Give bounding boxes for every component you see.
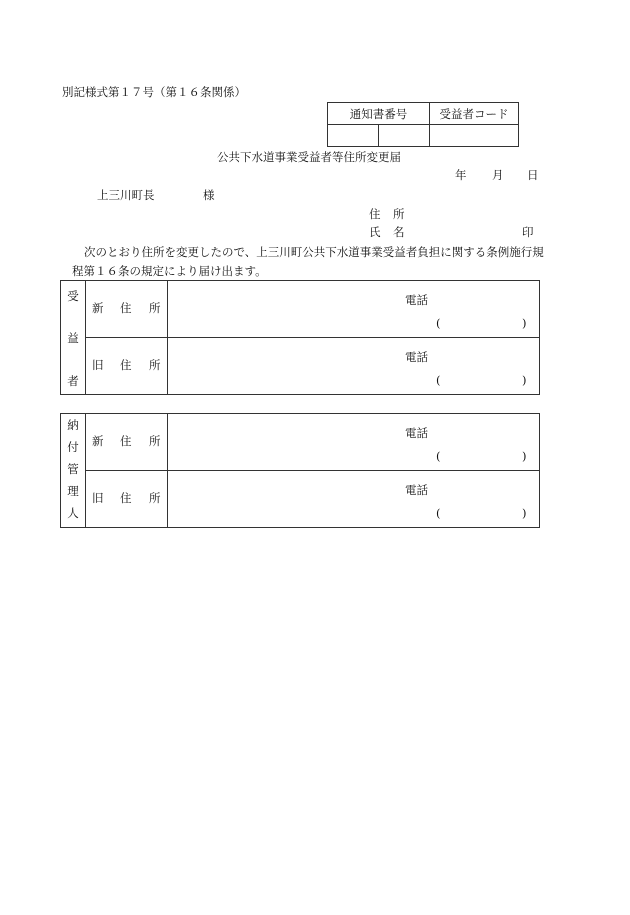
phone-paren-close: ) [522,506,527,520]
applicant-address-label-1: 住 [369,207,381,221]
phone-paren-close: ) [522,373,527,387]
phone-label: 電話 [405,350,428,364]
label-char: 住 [120,301,132,315]
phone-label: 電話 [405,483,428,497]
notice-number-cell-1[interactable] [328,125,379,147]
new-address-label [85,281,168,338]
date-day: 日 [527,168,539,182]
label-char: 旧 [92,491,104,505]
addressee-name: 上三川町長 [97,188,155,202]
seal-mark: 印 [522,225,534,239]
code-table [327,102,519,147]
beneficiary-section [60,280,540,395]
label-char: 新 [92,434,104,448]
beneficiary-label-char: 益 [67,331,79,345]
beneficiary-label-char: 受 [67,289,79,303]
applicant-name-label-2: 名 [393,225,405,239]
payment-administrator-section [60,413,540,528]
addressee-suffix: 様 [203,188,215,202]
date-month: 月 [492,168,504,182]
beneficiary-label-char: 者 [67,374,79,388]
applicant-name-label-1: 氏 [369,225,381,239]
admin-label-char: 納 [67,418,79,432]
phone-paren-open: ( [436,373,441,387]
label-char: 所 [149,358,161,372]
body-text-line-2: 程第１６条の規定により届け出ます。 [72,264,267,278]
admin-label-char: 人 [67,506,79,520]
phone-label: 電話 [405,426,428,440]
phone-paren-open: ( [436,506,441,520]
label-char: 新 [92,301,104,315]
label-char: 旧 [92,358,104,372]
beneficiary-label [61,281,86,394]
label-char: 住 [120,434,132,448]
applicant-address-label-2: 所 [393,207,405,221]
date-year: 年 [455,168,467,182]
beneficiary-code-header: 受益者コード [430,103,519,125]
beneficiary-code-cell[interactable] [430,125,519,147]
label-char: 住 [120,491,132,505]
form-label: 別記様式第１７号（第１６条関係） [62,85,246,99]
phone-label: 電話 [405,293,428,307]
admin-label-char: 理 [67,484,79,498]
notice-number-cell-2[interactable] [379,125,430,147]
admin-new-address-row [85,414,539,471]
admin-old-address-row [85,470,539,528]
admin-label-char: 付 [67,440,79,454]
admin-label-char: 管 [67,462,79,476]
label-char: 所 [149,434,161,448]
label-char: 所 [149,301,161,315]
phone-paren-close: ) [522,449,527,463]
phone-paren-close: ) [522,316,527,330]
label-char: 所 [149,491,161,505]
old-address-label [85,471,168,528]
beneficiary-old-address-row [85,337,539,395]
phone-paren-open: ( [436,449,441,463]
beneficiary-new-address-row [85,281,539,338]
label-char: 住 [120,358,132,372]
old-address-label [85,338,168,395]
page-title: 公共下水道事業受益者等住所変更届 [217,150,401,164]
new-address-label [85,414,168,471]
body-text-line-1: 次のとおり住所を変更したので、上三川町公共下水道事業受益者負担に関する条例施行規 [84,245,544,259]
phone-paren-open: ( [436,316,441,330]
payment-administrator-label [61,414,86,527]
notice-number-header: 通知書番号 [328,103,430,125]
